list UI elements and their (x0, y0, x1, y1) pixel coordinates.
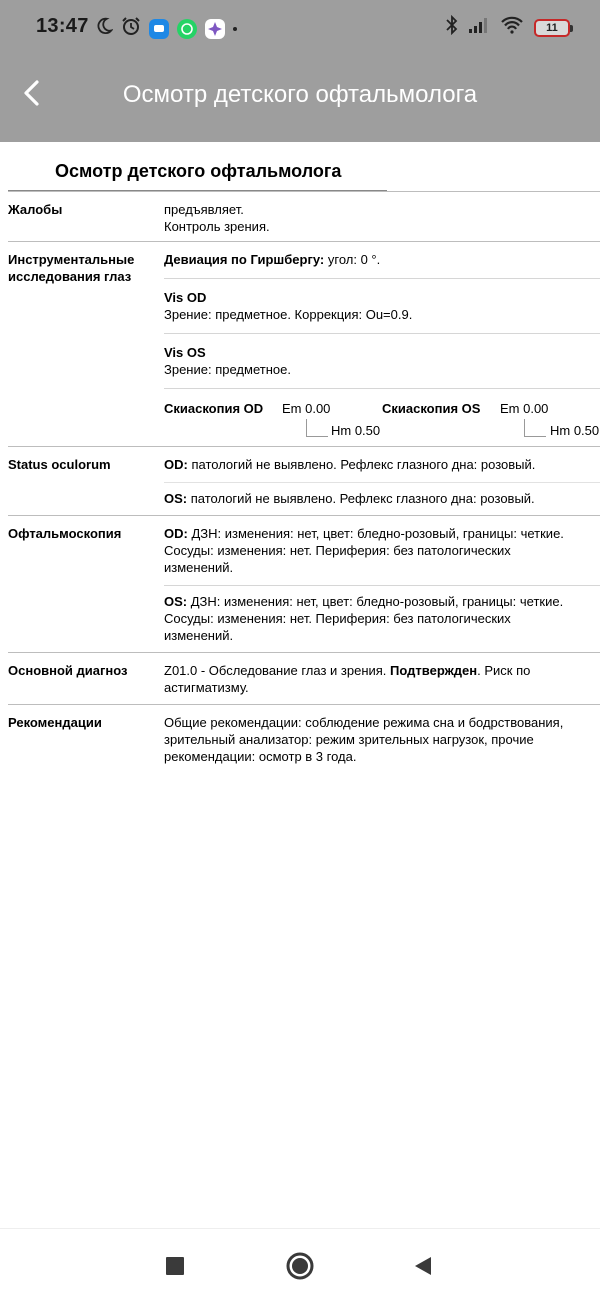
diagnosis-text-end: . Риск по (477, 663, 531, 678)
battery-level: 11 (546, 21, 558, 34)
skia-os-em: Em 0.00 (500, 401, 549, 416)
status-os-label: OS: (164, 491, 188, 506)
ophthalmoscopy-od (164, 525, 600, 576)
home-button[interactable] (285, 1251, 315, 1281)
ophthalmoscopy-subdivider (164, 585, 600, 586)
wifi-icon (500, 16, 524, 39)
assistant-app-icon (205, 19, 225, 39)
ophthalmoscopy-os-text-1: ДЗН: изменения: нет, цвет: бледно-розовый, границы: четкие. (187, 594, 564, 609)
instrumental-subdivider-3 (164, 388, 600, 389)
skia-od-em: Em 0.00 (282, 401, 331, 416)
status-bar (0, 0, 600, 44)
diagnosis-text-start: Z01.0 - Обследование глаз и зрения. (164, 663, 391, 678)
diagnosis-value (164, 662, 600, 696)
complaints-value (164, 201, 600, 235)
document-title: Осмотр детского офтальмолога (55, 161, 342, 181)
messages-app-icon (149, 19, 169, 39)
whatsapp-icon (177, 19, 197, 39)
more-notifications-dot (233, 27, 237, 31)
vis-od-text: Зрение: предметное. Коррекция: Ou=0.9. (164, 307, 413, 322)
diagnosis-line-1 (164, 662, 600, 679)
ophthalmoscopy-label: Офтальмоскопия (8, 526, 122, 541)
skia-os-hm: Hm 0.50 (550, 423, 600, 438)
skia-od-box (306, 419, 328, 437)
app-bar (0, 44, 600, 142)
instrumental-label (8, 251, 134, 285)
ophthalmoscopy-os-line-1 (164, 593, 600, 610)
instrumental-subdivider-2 (164, 333, 600, 334)
ophthalmoscopy-od-label: OD: (164, 526, 188, 541)
triangle-back-icon (412, 1255, 434, 1277)
system-nav-bar (0, 1228, 600, 1299)
skia-os-box (524, 419, 546, 437)
instrumental-label-line-2: исследования глаз (8, 269, 132, 284)
ophthalmoscopy-os-label: OS: (164, 594, 188, 609)
status-od-label: OD: (164, 457, 188, 472)
deviation-value: угол: 0 °. (324, 252, 381, 267)
diagnosis-line-2: астигматизму. (164, 680, 249, 695)
status-subdivider (164, 482, 600, 483)
status-left-icons (95, 16, 237, 41)
status-oculorum-row (8, 446, 600, 516)
status-oculorum-label: Status oculorum (8, 457, 111, 472)
diagnosis-label: Основной диагноз (8, 663, 128, 678)
signal-icon (468, 16, 490, 39)
ophthalmoscopy-os-line-3: изменений. (164, 628, 234, 643)
square-icon (165, 1256, 185, 1276)
deviation-text (164, 251, 600, 268)
instrumental-row (8, 241, 600, 447)
moon-icon (95, 17, 113, 40)
recommendations-row (8, 704, 600, 774)
vis-os-title: Vis OS (164, 345, 206, 360)
skia-od-label: Скиаскопия OD (164, 401, 264, 416)
battery-icon (534, 19, 570, 37)
complaints-row (8, 191, 600, 242)
back-button[interactable] (408, 1251, 438, 1281)
instrumental-subdivider-1 (164, 278, 600, 279)
status-time: 13:47 (36, 15, 89, 37)
skia-od-hm: Hm 0.50 (331, 423, 381, 438)
ophthalmoscopy-od-line-1 (164, 525, 600, 542)
diagnosis-status: Подтвержден (390, 663, 478, 678)
vis-od-block (164, 289, 600, 323)
diagnosis-row (8, 652, 600, 705)
recents-button[interactable] (160, 1251, 190, 1281)
ophthalmoscopy-row (8, 515, 600, 653)
vis-os-text: Зрение: предметное. (164, 362, 291, 377)
battery-tip (570, 25, 573, 32)
recommendations-label: Рекомендации (8, 715, 102, 730)
ophthalmoscopy-os-line-2: Сосуды: изменения: нет. Периферия: без патологических (164, 611, 511, 626)
vis-od-title: Vis OD (164, 290, 207, 305)
skia-os-label: Скиаскопия OS (382, 401, 481, 416)
status-oculorum-os (164, 490, 600, 507)
ophthalmoscopy-os (164, 593, 600, 644)
recommendations-line-2: зрительный анализатор: режим зрительных нагрузок, прочие (164, 732, 534, 747)
circle-icon (285, 1251, 315, 1281)
status-od-text: патологий не выявлено. Рефлекс глазного дна: розовый. (187, 457, 536, 472)
recommendations-value (164, 714, 600, 765)
vis-os-block (164, 344, 600, 378)
status-right-icons (446, 15, 570, 40)
status-oculorum-od (164, 456, 600, 473)
recommendations-line-3: рекомендации: осмотр в 3 года. (164, 749, 357, 764)
ophthalmoscopy-od-line-3: изменений. (164, 560, 234, 575)
alarm-icon (121, 16, 141, 41)
deviation-label: Девиация по Гиршбергу: (164, 252, 325, 267)
complaints-label: Жалобы (8, 202, 63, 217)
complaints-line-1: предъявляет. (164, 202, 244, 217)
status-os-text: патологий не выявлено. Рефлекс глазного дна: розовый. (187, 491, 535, 506)
ophthalmoscopy-od-line-2: Сосуды: изменения: нет. Периферия: без патологических (164, 543, 511, 558)
ophthalmoscopy-od-text-1: ДЗН: изменения: нет, цвет: бледно-розовый, границы: четкие. (187, 526, 564, 541)
instrumental-label-line-1: Инструментальные (8, 252, 135, 267)
bluetooth-icon (446, 15, 458, 40)
app-bar-title: Осмотр детского офтальмолога (122, 81, 478, 108)
complaints-line-2: Контроль зрения. (164, 219, 270, 234)
recommendations-line-1: Общие рекомендации: соблюдение режима сна и бодрствования, (164, 715, 564, 730)
